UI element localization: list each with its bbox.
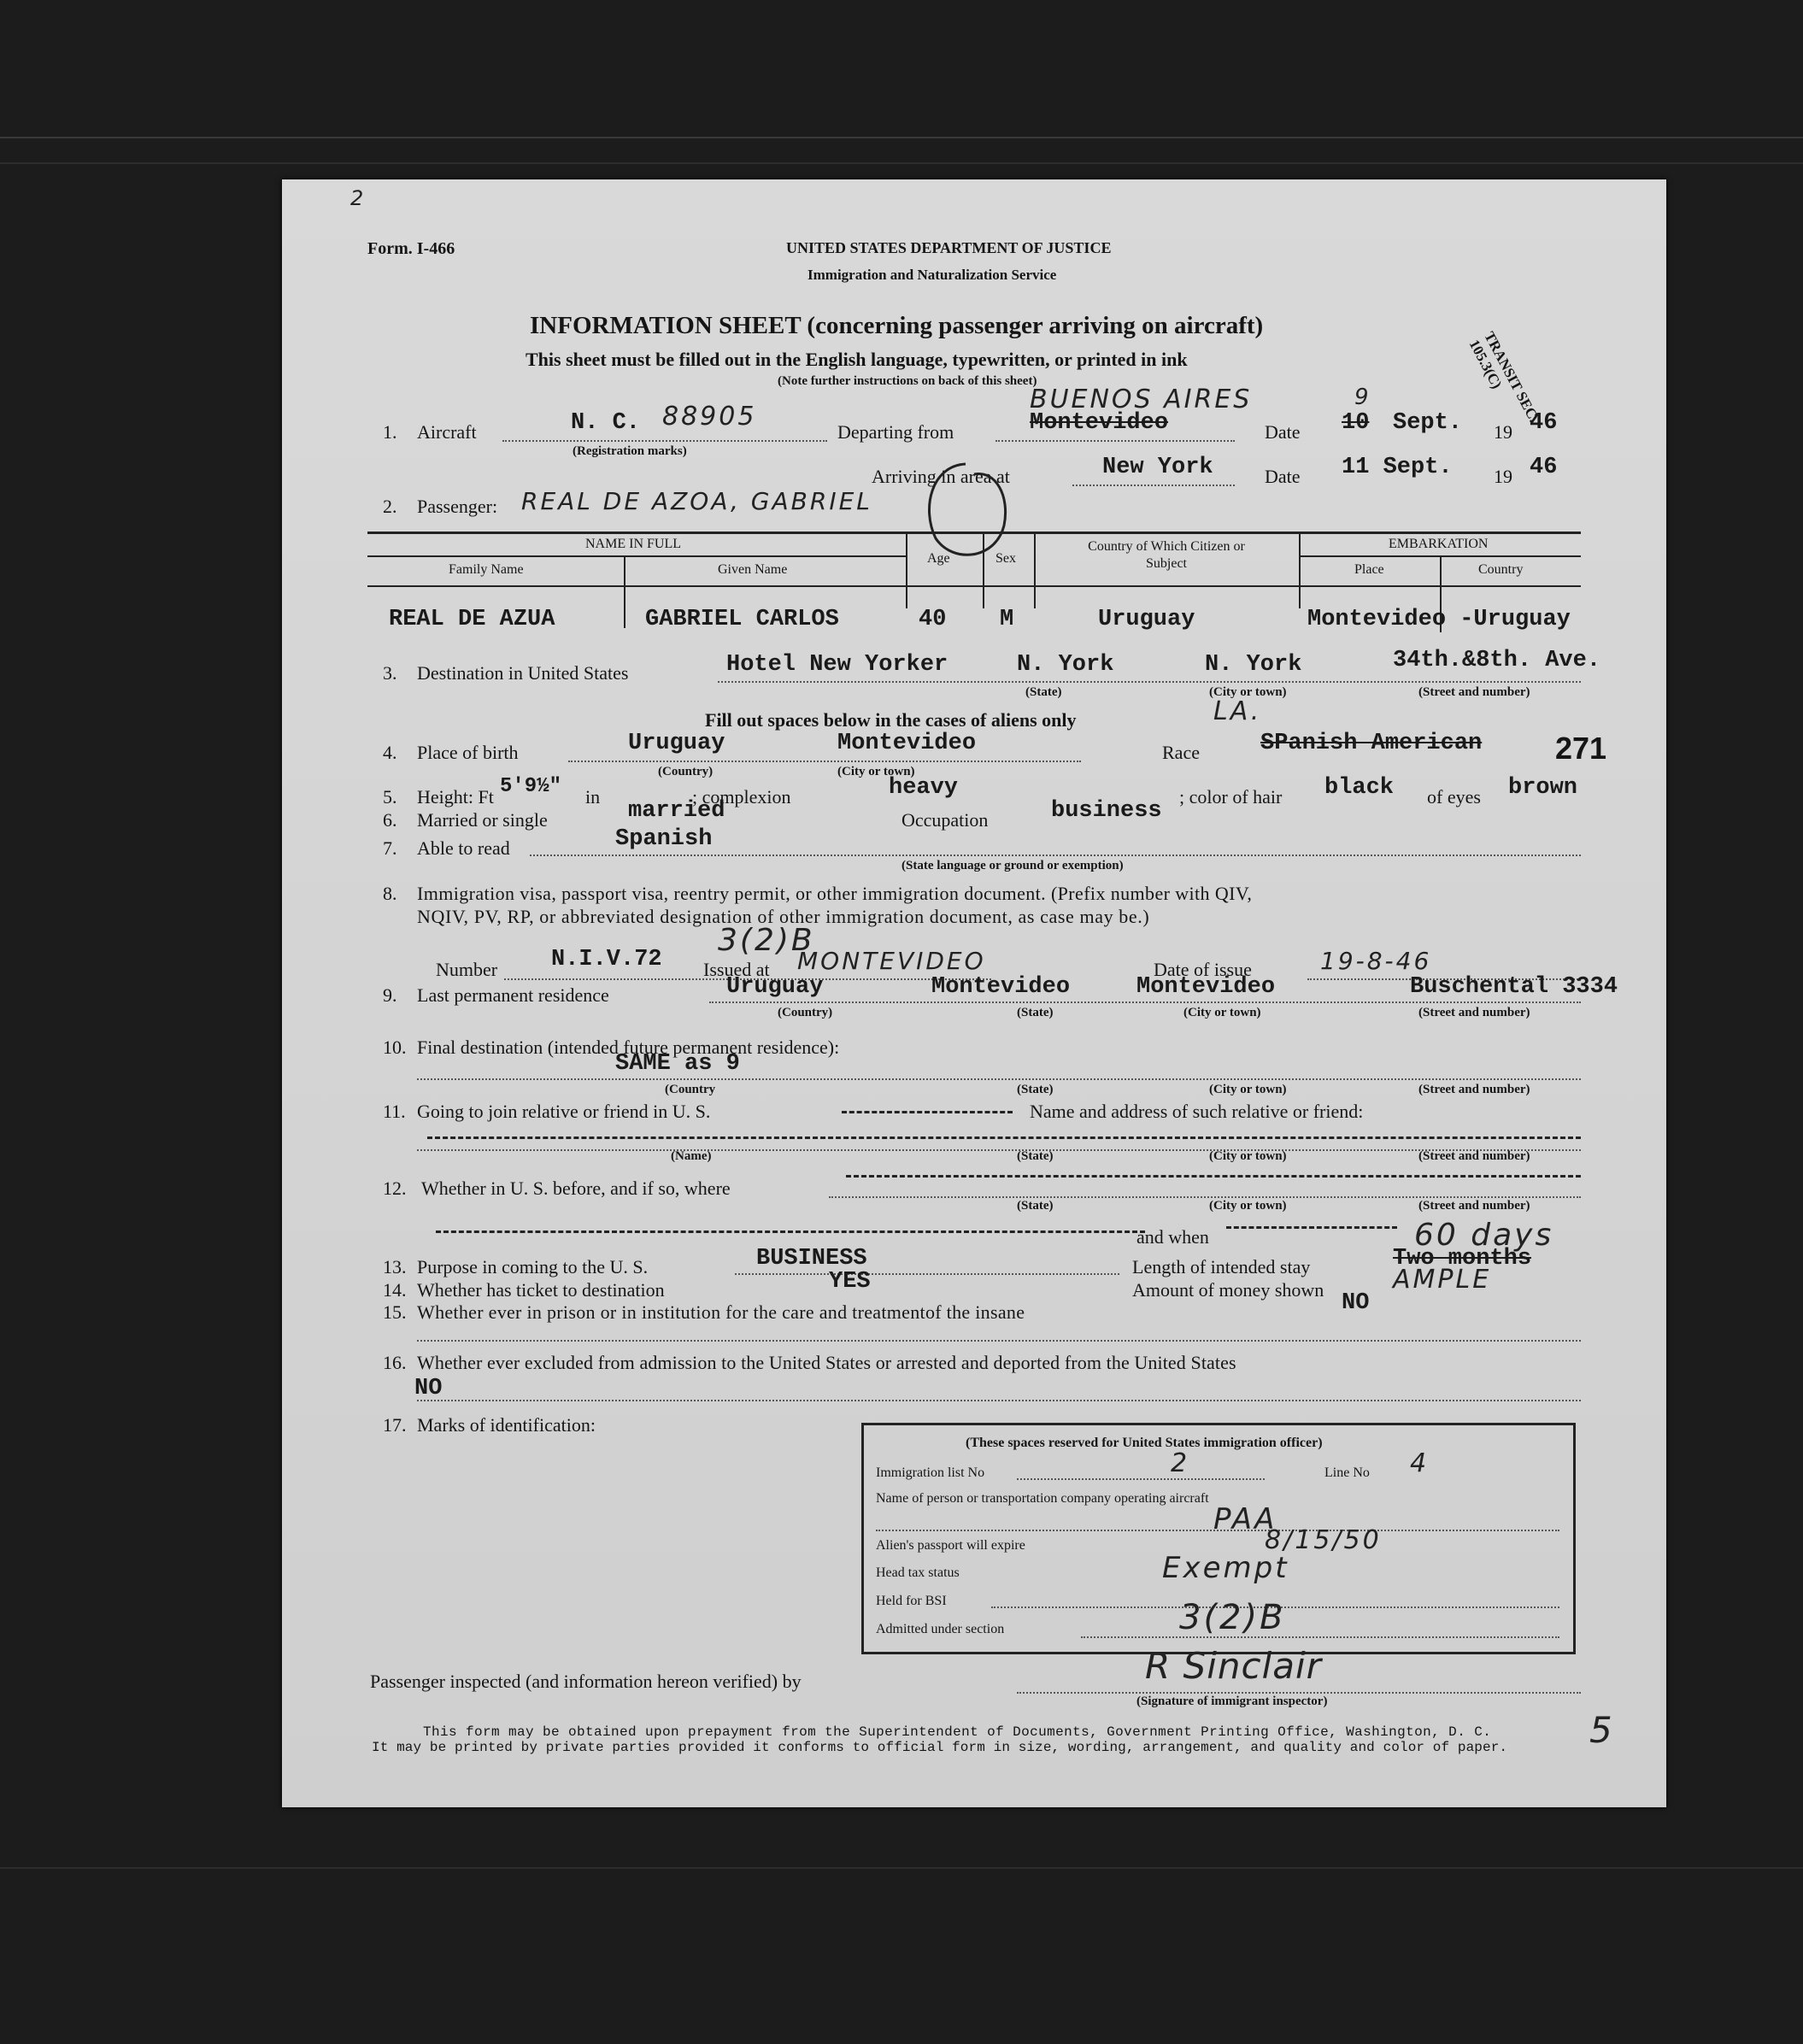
q7-label: Able to read	[417, 837, 510, 859]
sex: M	[1000, 607, 1014, 632]
cap-res-street: (Street and number)	[1418, 1006, 1530, 1019]
issued-at: MONTEVIDEO	[797, 947, 986, 975]
arr-date: 11 Sept.	[1342, 455, 1453, 480]
q7-num: 7.	[383, 837, 397, 859]
money-label: Amount of money shown	[1132, 1279, 1324, 1301]
q14-label: Whether has ticket to destination	[417, 1279, 665, 1301]
arr-year-prefix: 19	[1494, 466, 1512, 487]
race: SPanish American	[1260, 731, 1483, 756]
form-sheet	[282, 179, 1666, 1807]
q3-num: 3.	[383, 662, 397, 684]
bsi-label: Held for BSI	[876, 1594, 947, 1608]
q17-label: Marks of identification:	[417, 1414, 596, 1436]
when-label: and when	[1136, 1226, 1209, 1248]
hdr-place: Place	[1354, 562, 1384, 577]
hdr-given: Given Name	[718, 562, 788, 577]
arr-date-label: Date	[1265, 466, 1301, 487]
q10-label: Final destination (intended future permanent residence):	[417, 1037, 840, 1058]
stay-struck: Two months	[1393, 1246, 1532, 1272]
hdr-age: Age	[927, 551, 950, 566]
embarkation: Montevideo -Uruguay	[1307, 607, 1571, 632]
departing-label: Departing from	[837, 421, 954, 443]
eyes: brown	[1508, 775, 1578, 801]
cap-fd-street: (Street and number)	[1418, 1083, 1530, 1096]
issued-label: Issued at	[703, 959, 770, 980]
aircraft-reg-prefix: N. C.	[571, 410, 641, 436]
cap-rel-name: (Name)	[671, 1149, 712, 1163]
company-label: Name of person or transportation company operating aircraft	[876, 1491, 1209, 1506]
form-number: Form. I-466	[367, 239, 455, 258]
cap-rel-city: (City or town)	[1209, 1149, 1287, 1163]
occupation-label: Occupation	[902, 809, 989, 831]
q9-label: Last permanent residence	[417, 984, 609, 1006]
read-caption: (State language or ground or exemption)	[902, 859, 1124, 872]
res-state: Montevideo	[931, 974, 1071, 1000]
q8-line1: Immigration visa, passport visa, reentry permit, or other immigration document. (Prefix number with QIV,	[417, 883, 1253, 904]
cap-fd-state: (State)	[1017, 1083, 1054, 1096]
page-title: INFORMATION SHEET (concerning passenger arriving on aircraft)	[530, 312, 1264, 339]
height: 5'9½"	[500, 775, 562, 798]
departing-handwritten: BUENOS AIRES	[1030, 385, 1253, 414]
given-name: GABRIEL CARLOS	[645, 607, 839, 632]
dest-street: 34th.&8th. Ave.	[1393, 648, 1601, 673]
visa-number: N.I.V.72	[551, 947, 662, 972]
cap-birth-country: (Country)	[658, 765, 714, 778]
ticket: YES	[829, 1269, 871, 1295]
q1-label: Aircraft	[417, 421, 477, 443]
q6-label: Married or single	[417, 809, 548, 831]
q1-num: 1.	[383, 421, 397, 443]
arriving-label: Arriving in area at	[872, 466, 1010, 487]
arriving-value: New York	[1102, 455, 1213, 480]
issue-date-label: Date of issue	[1154, 959, 1252, 980]
departing-typed: Montevideo	[1030, 410, 1169, 436]
age: 40	[919, 607, 947, 632]
footer-line1: This form may be obtained upon prepayment from the Superintendent of Documents, Government Printing Office, Washington, D. C.	[423, 1724, 1492, 1740]
issue-date: 19-8-46	[1320, 947, 1432, 975]
excluded: NO	[414, 1376, 443, 1401]
q9-num: 9.	[383, 984, 397, 1006]
hdr-family: Family Name	[449, 562, 524, 577]
hdr-country: Country	[1478, 562, 1524, 577]
dep-date-label: Date	[1265, 421, 1301, 443]
tax-label: Head tax status	[876, 1565, 960, 1580]
q4-num: 4.	[383, 742, 397, 763]
race-code: 271	[1555, 731, 1607, 766]
subtitle: This sheet must be filled out in the English language, typewritten, or printed in ink	[526, 349, 1188, 370]
margin-mark: 2	[350, 186, 367, 210]
cap-before-city: (City or town)	[1209, 1199, 1287, 1213]
list-label: Immigration list No	[876, 1465, 985, 1480]
officer-box-header: (These spaces reserved for United States immigration officer)	[966, 1436, 1323, 1450]
cap-fd-country: (Country	[665, 1083, 716, 1096]
hair-label: ; color of hair	[1179, 786, 1283, 808]
q3-label: Destination in United States	[417, 662, 629, 684]
q2-label: Passenger:	[417, 496, 498, 517]
reg-caption: (Registration marks)	[573, 444, 687, 458]
cap-state: (State)	[1025, 685, 1062, 699]
cap-rel-state: (State)	[1017, 1149, 1054, 1163]
hdr-citizen: Country of Which Citizen or Subject	[1088, 539, 1245, 571]
marital: married	[628, 798, 725, 824]
dest-place: Hotel New Yorker	[726, 652, 948, 678]
q16-label: Whether ever excluded from admission to the United States or arrested and deported from the United States	[417, 1352, 1236, 1373]
q13-label: Purpose in coming to the U. S.	[417, 1256, 649, 1278]
cap-birth-city: (City or town)	[837, 765, 915, 778]
q11-label: Going to join relative or friend in U. S.	[417, 1101, 711, 1122]
q17-num: 17.	[383, 1414, 407, 1436]
aircraft-reg-number: 88905	[662, 402, 757, 432]
service: Immigration and Naturalization Service	[808, 267, 1057, 283]
q4-label: Place of birth	[417, 742, 519, 763]
in-label: in	[585, 786, 601, 808]
note: (Note further instructions on back of this sheet)	[778, 374, 1037, 388]
q6-num: 6.	[383, 809, 397, 831]
q14-num: 14.	[383, 1279, 407, 1301]
hair: black	[1324, 775, 1395, 801]
hdr-name-in-full: NAME IN FULL	[585, 537, 681, 551]
passport-label: Alien's passport will expire	[876, 1538, 1025, 1553]
final-destination: SAME as 9	[615, 1051, 740, 1077]
aliens-header: Fill out spaces below in the cases of aliens only	[705, 709, 1077, 731]
race-code-hw: LA.	[1213, 696, 1262, 726]
stay-hw: 60 days	[1414, 1218, 1554, 1253]
prison: NO	[1342, 1290, 1370, 1316]
dest-state: N. York	[1017, 652, 1114, 678]
q8-num: 8.	[383, 883, 397, 904]
cap-res-country: (Country)	[778, 1006, 833, 1019]
cap-before-street: (Street and number)	[1418, 1199, 1530, 1213]
q12-num: 12.	[383, 1178, 407, 1199]
money-hw: AMPLE	[1393, 1265, 1492, 1295]
dep-day-hw: 9	[1354, 385, 1371, 410]
dep-month: Sept.	[1393, 410, 1463, 436]
q13-num: 13.	[383, 1256, 407, 1278]
tax-status-hw: Exempt	[1162, 1551, 1289, 1585]
dep-year-prefix: 19	[1494, 421, 1512, 443]
signature-caption: (Signature of immigrant inspector)	[1136, 1695, 1328, 1708]
cap-street: (Street and number)	[1418, 685, 1530, 699]
page-number-hw: 5	[1589, 1709, 1615, 1751]
cap-before-state: (State)	[1017, 1199, 1054, 1213]
occupation: business	[1051, 798, 1162, 824]
footer-line2: It may be printed by private parties provided it conforms to official form in size, wording, arrangement, and quality and color of paper.	[372, 1740, 1508, 1755]
q15-num: 15.	[383, 1301, 407, 1323]
q11-label2: Name and address of such relative or friend:	[1030, 1101, 1364, 1122]
birth-country: Uruguay	[628, 731, 725, 756]
q15-label: Whether ever in prison or in institution for the care and treatmentof the insane	[417, 1301, 1025, 1323]
line-label: Line No	[1324, 1465, 1370, 1480]
purpose: BUSINESS	[756, 1246, 867, 1272]
hdr-sex: Sex	[995, 551, 1016, 566]
read-language: Spanish	[615, 826, 713, 852]
cap-rel-street: (Street and number)	[1418, 1149, 1530, 1163]
birth-city: Montevideo	[837, 731, 977, 756]
q11-num: 11.	[383, 1101, 406, 1122]
q12-label: Whether in U. S. before, and if so, where	[421, 1178, 731, 1199]
section-hw: 3(2)B	[1179, 1598, 1286, 1637]
q10-num: 10.	[383, 1037, 407, 1058]
complexion-label: ; complexion	[692, 786, 791, 808]
family-name: REAL DE AZUA	[389, 607, 555, 632]
line-number-hw: 4	[1410, 1448, 1430, 1478]
q8-line2: NQIV, PV, RP, or abbreviated designation of other immigration document, as case may be.)	[417, 906, 1150, 927]
q5-num: 5.	[383, 786, 397, 808]
res-street: Buschental 3334	[1410, 974, 1618, 1000]
cap-city: (City or town)	[1209, 685, 1287, 699]
agency: UNITED STATES DEPARTMENT OF JUSTICE	[786, 239, 1112, 256]
dep-year: 46	[1530, 410, 1558, 436]
inspected-label: Passenger inspected (and information hereon verified) by	[370, 1671, 802, 1692]
cap-fd-city: (City or town)	[1209, 1083, 1287, 1096]
visa-class-hw: 3(2)B	[718, 923, 815, 958]
stay-label: Length of intended stay	[1132, 1256, 1311, 1278]
company-hw: PAA	[1213, 1502, 1277, 1536]
cap-res-city: (City or town)	[1183, 1006, 1261, 1019]
section-label: Admitted under section	[876, 1622, 1005, 1636]
hdr-embarkation: EMBARKATION	[1389, 537, 1489, 551]
complexion: heavy	[889, 775, 959, 801]
list-number-hw: 2	[1171, 1448, 1190, 1478]
citizenship: Uruguay	[1098, 607, 1195, 632]
transit-stamp: TRANSIT SEC. 105.3(C)	[1465, 329, 1542, 426]
cap-res-state: (State)	[1017, 1006, 1054, 1019]
q16-num: 16.	[383, 1352, 407, 1373]
passenger-hw: REAL DE AZOA, GABRIEL	[521, 487, 872, 515]
inspector-signature: R Sinclair	[1145, 1645, 1322, 1687]
q2-num: 2.	[383, 496, 397, 517]
passport-expire-hw: 8/15/50	[1265, 1525, 1382, 1555]
dest-city: N. York	[1205, 652, 1302, 678]
arr-year: 46	[1530, 455, 1558, 480]
dep-day-struck: 10	[1342, 410, 1370, 436]
race-label: Race	[1162, 742, 1200, 763]
eyes-label: of eyes	[1427, 786, 1481, 808]
res-country: Uruguay	[726, 974, 824, 1000]
q5-label: Height: Ft	[417, 786, 494, 808]
res-city: Montevideo	[1136, 974, 1276, 1000]
visa-number-label: Number	[436, 959, 498, 980]
